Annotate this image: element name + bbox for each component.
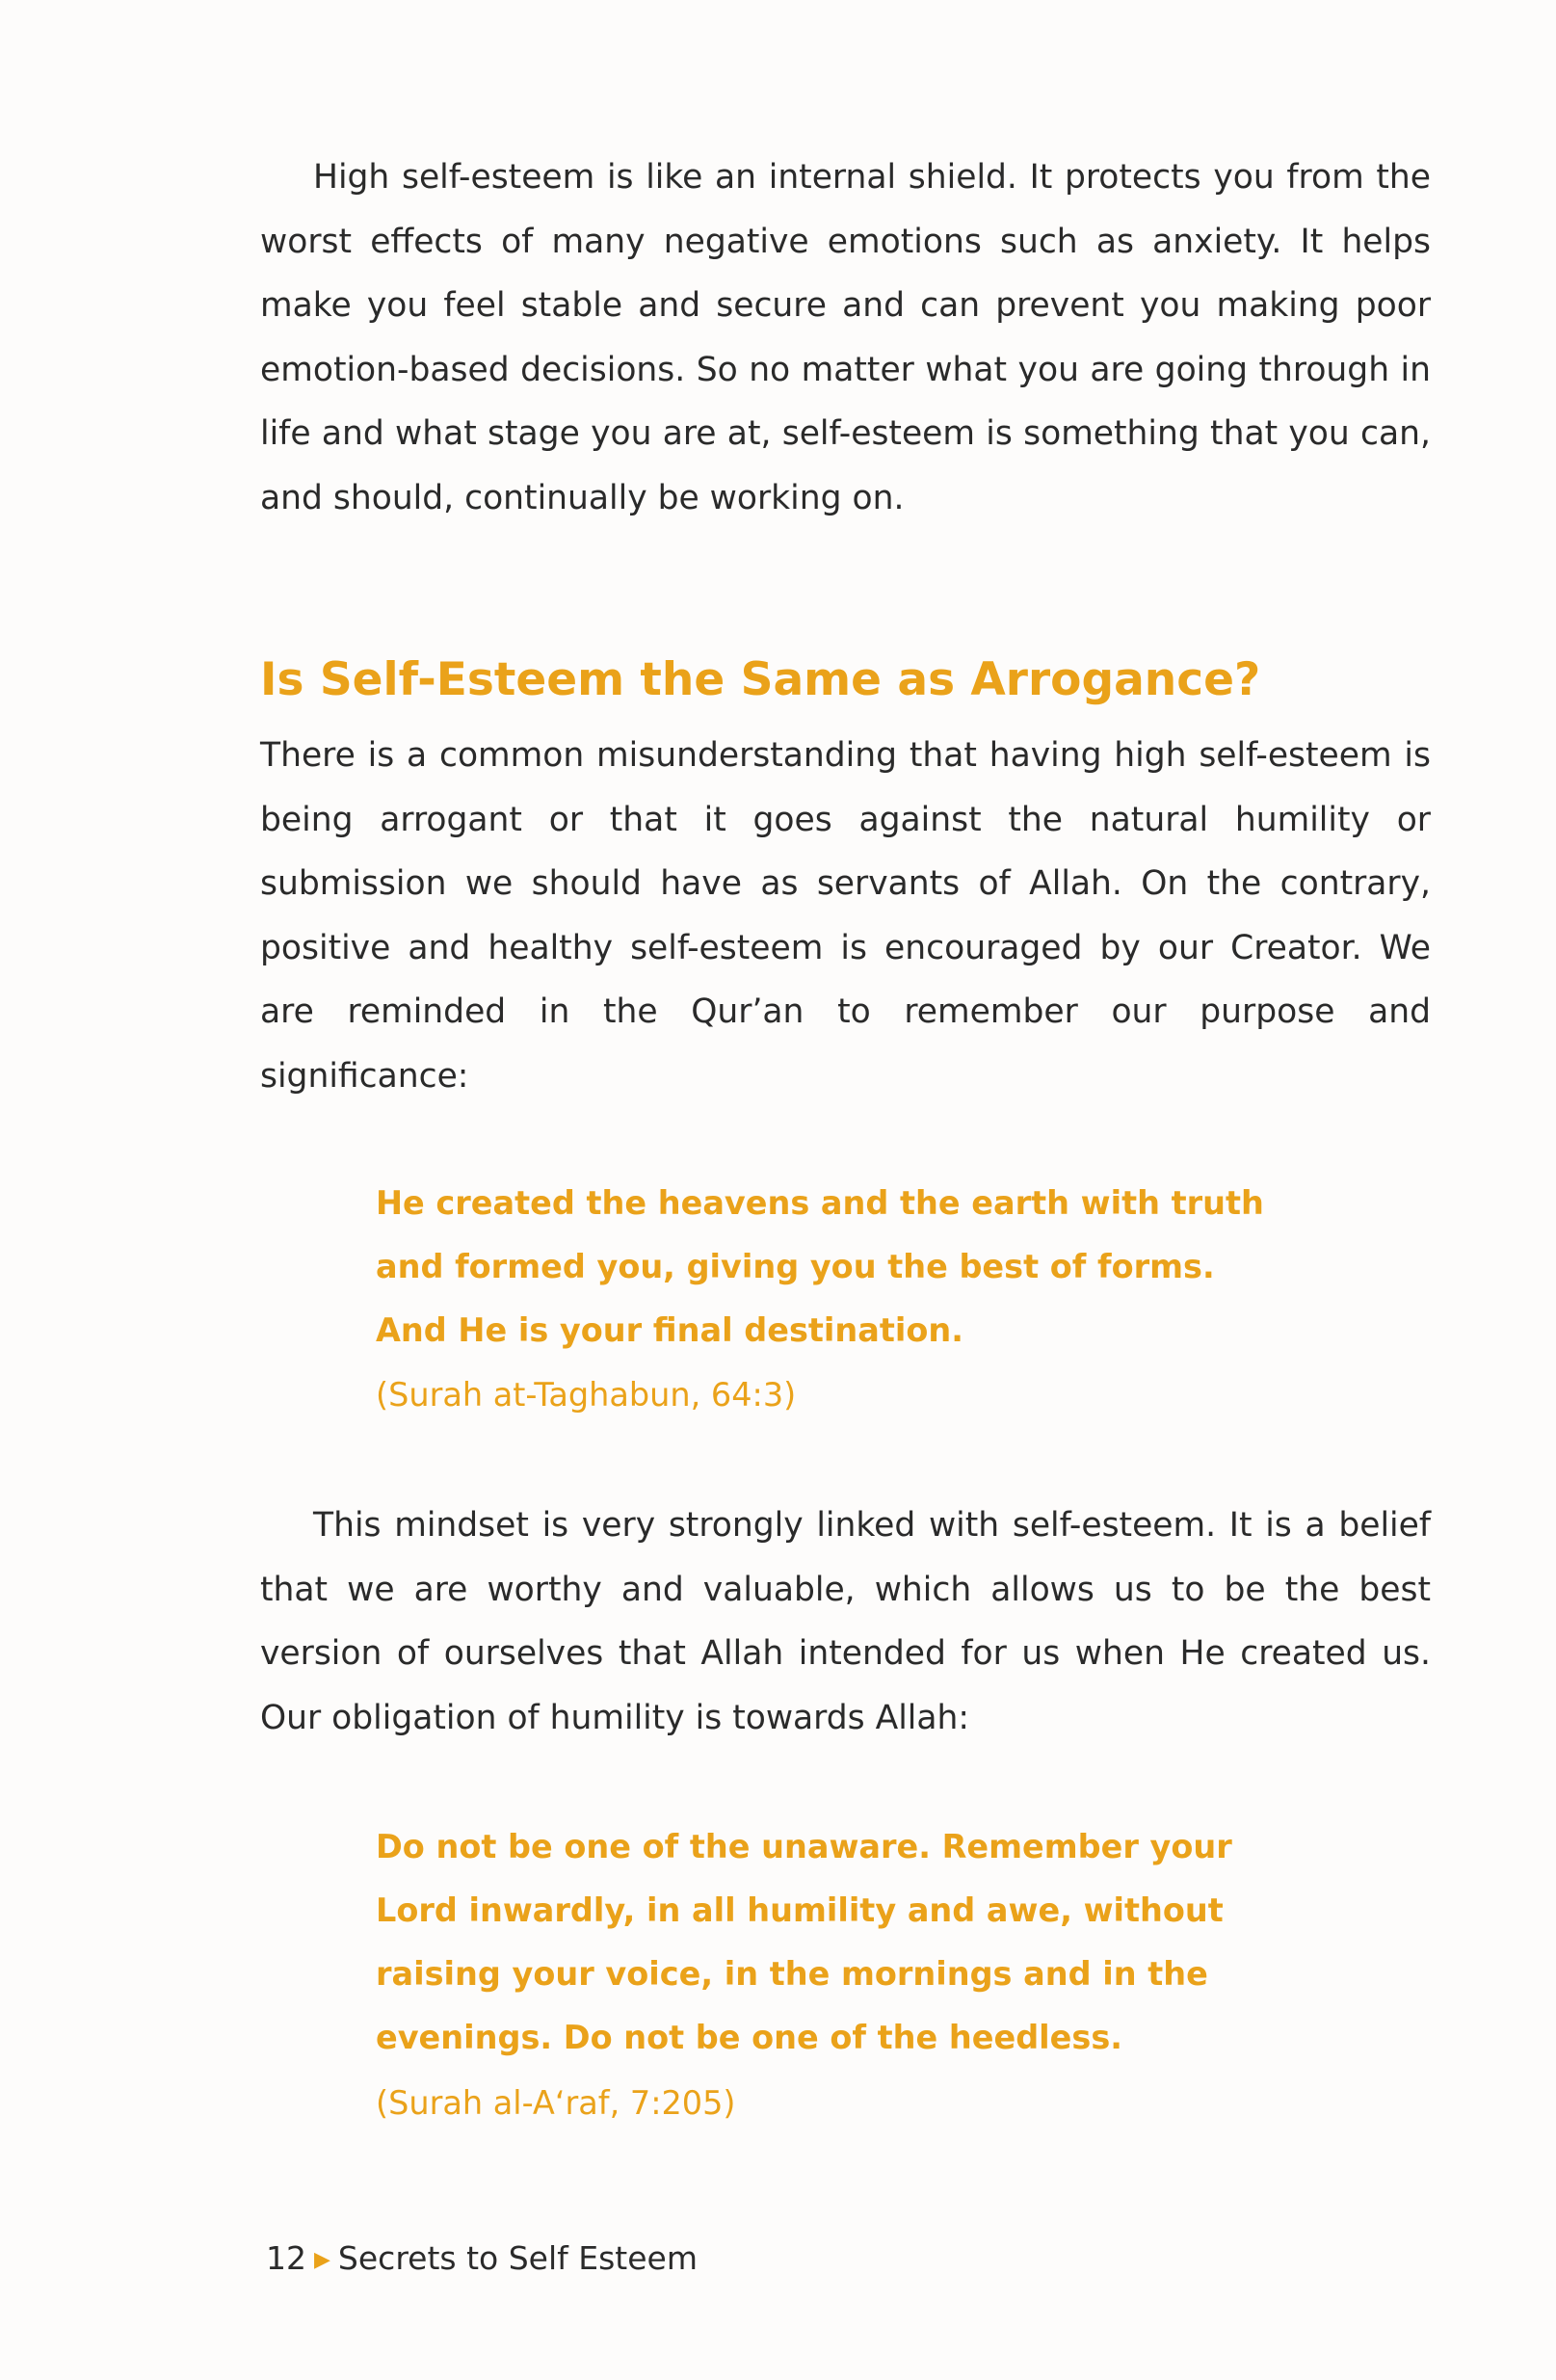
quote-citation-1: (Surah at-Taghabun, 64:3) bbox=[376, 1376, 797, 1414]
page-footer bbox=[266, 2235, 698, 2284]
book-title: Secrets to Self Esteem bbox=[337, 2239, 698, 2277]
page-number: 12 bbox=[266, 2239, 306, 2277]
paragraph-intro: High self-esteem is like an internal shield. It protects you from the worst effects of many negative emotions such as anxiety. It helps make you feel stable and secure and can prevent you making poor emotion-based decisions. So no matter what you are going through in life and what stage you are at, self-esteem is something that you can, and should, continually be working on. bbox=[260, 158, 1431, 517]
paragraph-misunderstanding: There is a common misunderstanding that having high self-esteem is being arrogant or that it goes against the natural humility or submission we should have as servants of Allah. On the contrary, positive and healthy self-esteem is encouraged by our Creator. We are reminded in the Qur’an to remember our purpose and significance: bbox=[260, 736, 1431, 1096]
quote-text-1: He created the heavens and the earth with truth and formed you, giving you the best of forms. And He is your final destination. bbox=[376, 1184, 1264, 1349]
section-heading: Is Self-Esteem the Same as Arrogance? bbox=[260, 653, 1261, 706]
quote-text-2: Do not be one of the unaware. Remember your Lord inwardly, in all humility and awe, without raising your voice, in the mornings and in the evenings. Do not be one of the heedless. bbox=[376, 1828, 1232, 2056]
triangle-right-icon: ▶ bbox=[314, 2248, 330, 2272]
paragraph-mindset: This mindset is very strongly linked with self-esteem. It is a belief that we are worthy and valuable, which allows us to be the best version of ourselves that Allah intended for us when He created us. Our obligation of humility is towards Allah: bbox=[260, 1506, 1431, 1737]
quote-citation-2: (Surah al-A‘raf, 7:205) bbox=[376, 2084, 736, 2122]
